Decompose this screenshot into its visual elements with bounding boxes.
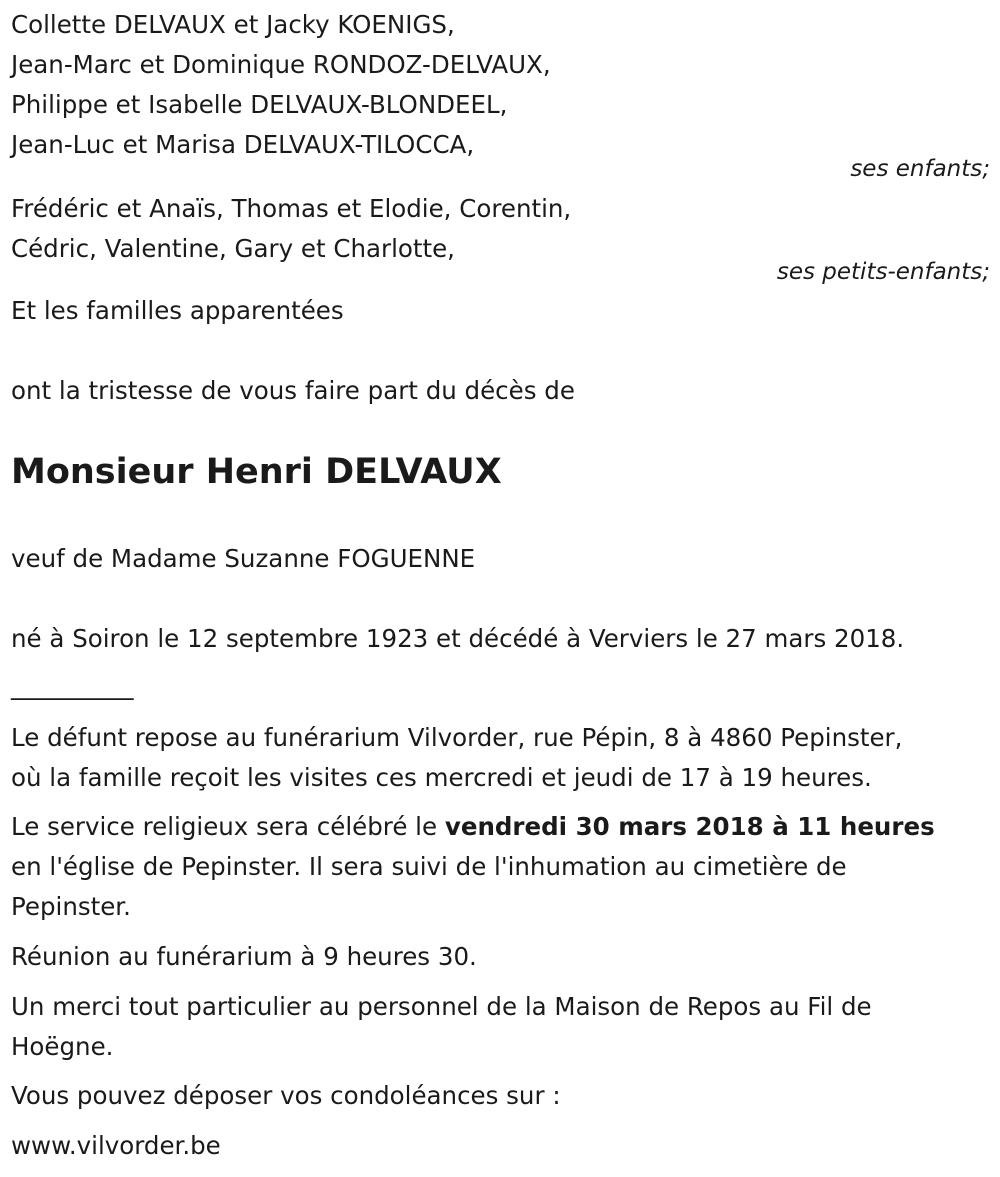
announcement-text: ont la tristesse de vous faire part du décès de — [11, 376, 575, 405]
grandchild-line: Frédéric et Anaïs, Thomas et Elodie, Corentin, — [11, 194, 572, 223]
service-info — [11, 807, 935, 927]
thanks-info — [11, 987, 872, 1067]
children-label: ses enfants; — [850, 156, 990, 182]
service-date: vendredi 30 mars 2018 à 11 heures — [444, 812, 935, 841]
child-line: Jean-Luc et Marisa DELVAUX-TILOCCA, — [11, 130, 475, 159]
separator-line: __________ — [11, 671, 134, 700]
rest-info — [11, 718, 902, 798]
grandchildren-list — [11, 189, 571, 269]
child-line: Philippe et Isabelle DELVAUX-BLONDEEL, — [11, 90, 508, 119]
service-line-3: Pepinster. — [11, 892, 131, 921]
rest-line-2: où la famille reçoit les visites ces mercredi et jeudi de 17 à 19 heures. — [11, 763, 872, 792]
related-families: Et les familles apparentées — [11, 296, 344, 325]
grandchild-line: Cédric, Valentine, Gary et Charlotte, — [11, 234, 455, 263]
grandchildren-label: ses petits-enfants; — [776, 259, 990, 285]
child-line: Collette DELVAUX et Jacky KOENIGS, — [11, 10, 455, 39]
website-link[interactable]: www.vilvorder.be — [11, 1131, 221, 1160]
widower-text: veuf de Madame Suzanne FOGUENNE — [11, 544, 476, 573]
thanks-line-2: Hoëgne. — [11, 1032, 114, 1061]
birth-death-dates: né à Soiron le 12 septembre 1923 et décédé à Verviers le 27 mars 2018. — [11, 624, 905, 653]
thanks-line-1: Un merci tout particulier au personnel de la Maison de Repos au Fil de — [11, 992, 872, 1021]
service-prefix: Le service religieux sera célébré le — [11, 812, 445, 841]
meeting-info: Réunion au funérarium à 9 heures 30. — [11, 942, 477, 971]
rest-line-1: Le défunt repose au funérarium Vilvorder, rue Pépin, 8 à 4860 Pepinster, — [11, 723, 903, 752]
service-line-1 — [11, 807, 935, 847]
deceased-name: Monsieur Henri DELVAUX — [11, 452, 502, 492]
service-line-2: en l'église de Pepinster. Il sera suivi de l'inhumation au cimetière de — [11, 852, 847, 881]
condolences-text: Vous pouvez déposer vos condoléances sur : — [11, 1081, 561, 1110]
children-list — [11, 5, 551, 165]
child-line: Jean-Marc et Dominique RONDOZ-DELVAUX, — [11, 50, 551, 79]
